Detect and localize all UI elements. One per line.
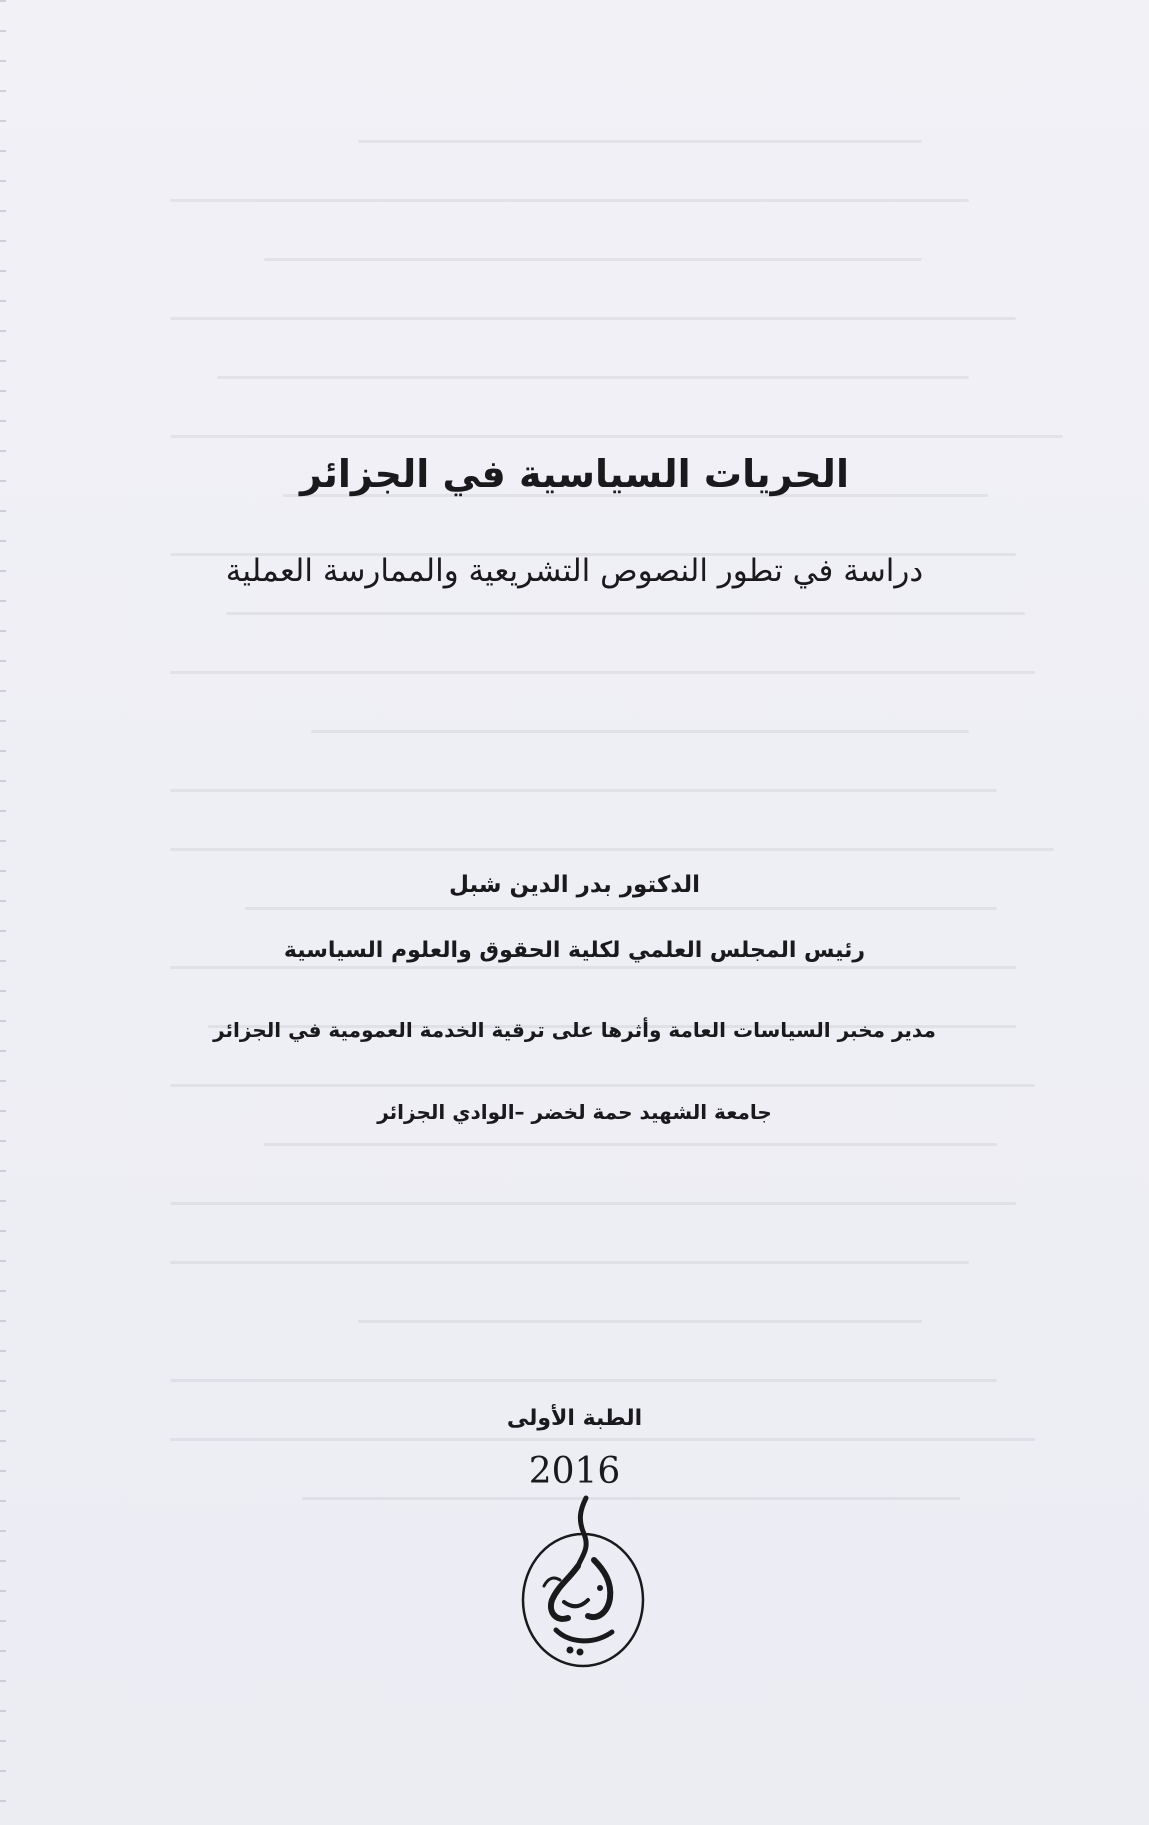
author-university: جامعة الشهيد حمة لخضر –الوادي الجزائر <box>377 1100 772 1124</box>
edition-label: الطبة الأولى <box>506 1406 643 1431</box>
book-title: الحريات السياسية في الجزائر <box>300 452 849 496</box>
publication-year: 2016 <box>528 1451 621 1492</box>
author-position: رئيس المجلس العلمي لكلية الحقوق والعلوم السياسية <box>283 938 866 963</box>
show-through-texture <box>170 140 1110 1580</box>
page-edge-marks <box>0 0 6 1825</box>
calligraphic-seal-logo <box>508 1490 658 1675</box>
author-lab-role: مدير مخبر السياسات العامة وأثرها على ترقية الخدمة العمومية في الجزائر <box>213 1018 936 1042</box>
author-name: الدكتور بدر الدين شبل <box>448 872 701 898</box>
book-subtitle: دراسة في تطور النصوص التشريعية والممارسة العملية <box>225 553 924 589</box>
